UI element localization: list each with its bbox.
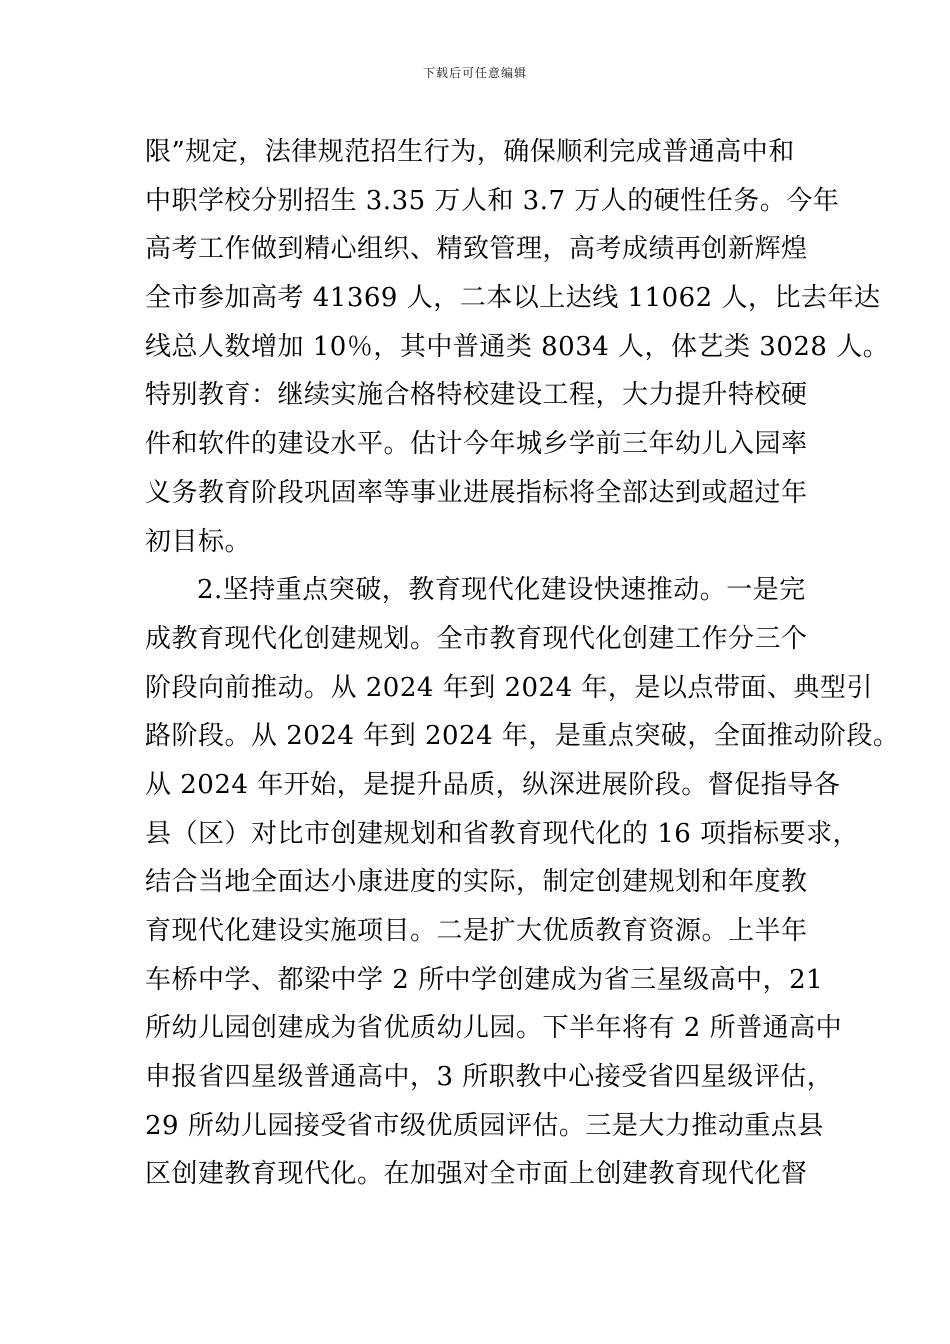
text-line: 结合当地全面达小康进度的实际，制定创建规划和年度教	[145, 867, 808, 898]
text-line: 全市参加高考 41369 人，二本以上达线 11062 人，比去年达	[145, 283, 881, 314]
text-line: 区创建教育现代化。在加强对全市面上创建教育现代化督	[145, 1159, 808, 1190]
text-line: 义务教育阶段巩固率等事业进展指标将全部达到或超过年	[145, 477, 808, 508]
paragraph-start-line: 2.坚持重点突破，教育现代化建设快速推动。一是完	[197, 575, 806, 606]
text-line: 县（区）对比市创建规划和省教育现代化的 16 项指标要求，	[145, 818, 860, 849]
text-line: 高考工作做到精心组织、精致管理，高考成绩再创新辉煌	[145, 234, 808, 265]
page-header: 下载后可任意编辑	[422, 66, 527, 80]
text-line: 所幼儿园创建成为省优质幼儿园。下半年将有 2 所普通高中	[145, 1013, 843, 1044]
text-line: 路阶段。从 2024 年到 2024 年，是重点突破，全面推动阶段。	[145, 721, 900, 752]
text-line: 阶段向前推动。从 2024 年到 2024 年，是以点带面、典型引	[145, 672, 873, 703]
text-line: 29 所幼儿园接受省市级优质园评估。三是大力推动重点县	[145, 1110, 824, 1141]
text-line: 线总人数增加 10％，其中普通类 8034 人，体艺类 3028 人。	[145, 331, 890, 362]
text-line: 从 2024 年开始，是提升品质，纵深进展阶段。督促指导各	[145, 769, 841, 800]
text-line: 申报省四星级普通高中，3 所职教中心接受省四星级评估，	[145, 1062, 834, 1093]
text-line: 成教育现代化创建规划。全市教育现代化创建工作分三个	[145, 623, 808, 654]
document-body	[145, 128, 900, 1199]
text-line: 中职学校分别招生 3.35 万人和 3.7 万人的硬性任务。今年	[145, 185, 840, 216]
text-line: 车桥中学、都梁中学 2 所中学创建成为省三星级高中，21	[145, 964, 824, 995]
text-line: 件和软件的建设水平。估计今年城乡学前三年幼儿入园率	[145, 429, 808, 460]
text-line: 育现代化建设实施项目。二是扩大优质教育资源。上半年	[145, 916, 808, 946]
text-line: 特别教育：继续实施合格特校建设工程，大力提升特校硬	[145, 380, 808, 411]
text-line: 初目标。	[145, 526, 252, 557]
text-line: 限”规定，法律规范招生行为，确保顺利完成普通高中和	[145, 137, 795, 167]
